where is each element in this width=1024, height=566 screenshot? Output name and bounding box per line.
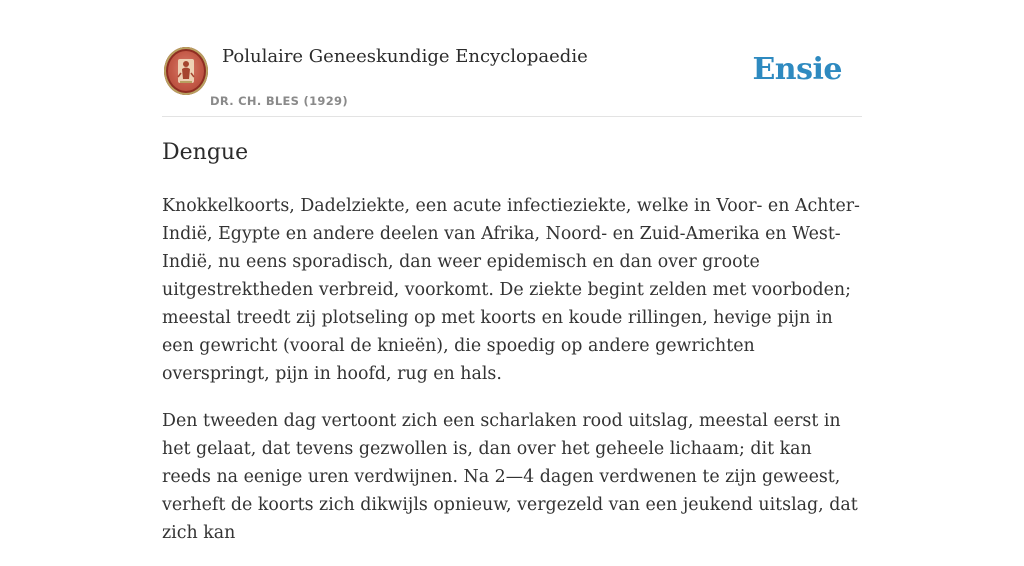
entry-title: Dengue bbox=[162, 140, 249, 165]
cover-figure-icon bbox=[164, 47, 208, 95]
entry-paragraph: Den tweeden dag vertoont zich een scharlaken rood uitslag, meestal eerst in het gelaat, dat tevens gezwollen is, dan over het geheele lichaam; dit kan reeds na eenige uren verdwijnen. Na 2—4 dagen verdwenen te zijn geweest, verheft de koorts zich dikwijls opnieuw, vergezeld van een jeukend uitslag, dat zich kan bbox=[162, 411, 858, 543]
entry-paragraph: Knokkelkoorts, Dadelziekte, een acute infectieziekte, welke in Voor- en Achter-Indië, Egypte en andere deelen van Afrika, Noord- en Zuid-Amerika en West-Indië, nu eens sporadisch, dan weer epidemisch en dan over groote uitgestrektheden verbreid, voorkomt. De ziekte begint zelden met voorboden; meestal treedt zij plotseling op met koorts en koude rillingen, hevige pijn in een gewricht (vooral de knieën), die spoedig op andere gewrichten overspringt, pijn in hoofd, rug en hals. bbox=[162, 196, 860, 384]
book-cover-icon[interactable] bbox=[164, 47, 208, 95]
book-author: DR. CH. BLES (1929) bbox=[210, 94, 348, 108]
header bbox=[162, 0, 862, 117]
book-title[interactable]: Polulaire Geneeskundige Encyclopaedie bbox=[222, 46, 588, 67]
entry-body bbox=[162, 192, 862, 566]
page bbox=[162, 0, 862, 543]
brand-logo-link[interactable]: Ensie bbox=[752, 52, 842, 87]
